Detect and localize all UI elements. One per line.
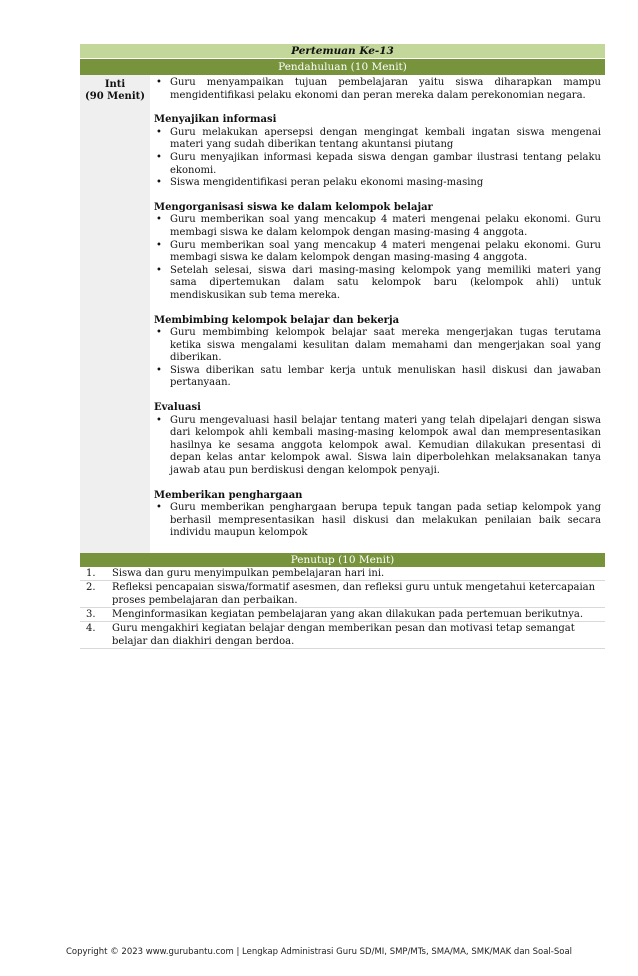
section-title: Evaluasi [154, 402, 201, 414]
row-text: Guru mengakhiri kegiatan belajar dengan memberikan pesan dan motivasi tetap semangat belajar dan diakhiri dengan berdoa. [112, 623, 575, 647]
row-number: 4. [86, 623, 96, 634]
copyright-footer: Copyright © 2023 www.gurubantu.com | Lengkap Administrasi Guru SD/MI, SMP/MTs, SMA/MA, SMK/MAK dan Soal-Soal [65, 947, 573, 957]
row-text: Siswa dan guru menyimpulkan pembelajaran hari ini. [112, 568, 385, 579]
row-number: 3. [86, 609, 96, 620]
core-label: Inti [104, 79, 126, 90]
list-item: • Guru memberikan soal yang mencakup 4 materi mengenai pelaku ekonomi. Guru membagi siswa ke dalam kelompok dengan masing-masing 4 anggota. [150, 214, 601, 239]
section-penghargaan [150, 490, 601, 540]
closing-list [80, 567, 605, 649]
intro-list [150, 77, 601, 102]
closing-header: Penutup (10 Menit) [80, 553, 605, 567]
list-item: • Guru menyajikan informasi kepada siswa dengan gambar ilustrasi tentang pelaku ekonomi. [150, 152, 601, 177]
closing-row [80, 622, 605, 649]
core-content [150, 75, 605, 553]
section-list [150, 214, 601, 302]
core-label-cell [80, 75, 150, 553]
list-item: • Siswa mengidentifikasi peran pelaku ekonomi masing-masing [150, 177, 601, 190]
list-item: • Siswa diberikan satu lembar kerja untuk menuliskan hasil diskusi dan jawaban pertanyaan. [150, 365, 601, 390]
list-item: • Guru mengevaluasi hasil belajar tentang materi yang telah dipelajari dengan siswa dari kelompok ahli kembali masing-masing kelompok awal dan mempresentasikan hasilnya ke sesama anggota kelompok awal. Kemudian dilakukan presentasi di depan kelas antar kelompok awal. Siswa lain diperbolehkan melaksanakan tanya jawab atau pun berdiskusi dengan kelompok penyaji. [150, 415, 601, 478]
core-activity-row [80, 75, 605, 553]
closing-row [80, 608, 605, 622]
row-number: 1. [86, 568, 96, 579]
meeting-title: Pertemuan Ke-13 [80, 44, 605, 58]
intro-header: Pendahuluan (10 Menit) [80, 59, 605, 75]
row-text: Menginformasikan kegiatan pembelajaran yang akan dilakukan pada pertemuan berikutnya. [112, 609, 584, 620]
section-mengorganisasi [150, 202, 601, 303]
lesson-plan-table [80, 44, 605, 649]
list-item: • Setelah selesai, siswa dari masing-masing kelompok yang memiliki materi yang sama dipertemukan dalam satu kelompok baru (kelompok ahli) untuk mendiskusikan sub tema mereka. [150, 265, 601, 303]
section-list [150, 415, 601, 478]
section-title: Mengorganisasi siswa ke dalam kelompok belajar [154, 201, 433, 213]
row-number: 2. [86, 582, 96, 593]
list-item: • Guru memberikan soal yang mencakup 4 materi mengenai pelaku ekonomi. Guru membagi siswa ke dalam kelompok dengan masing-masing 4 anggota. [150, 240, 601, 265]
section-list [150, 327, 601, 390]
core-duration: (90 Menit) [85, 91, 145, 102]
list-item: • Guru memberikan penghargaan berupa tepuk tangan pada setiap kelompok yang berhasil mempresentasikan hasil diskusi dan melakukan penilaian baik secara individu maupun kelompok [150, 502, 601, 540]
list-item: • Guru membimbing kelompok belajar saat mereka mengerjakan tugas terutama ketika siswa mengalami kesulitan dalam memahami dan mengerjakan soal yang diberikan. [150, 327, 601, 365]
section-list [150, 502, 601, 540]
list-item: • Guru menyampaikan tujuan pembelajaran yaitu siswa diharapkan mampu mengidentifikasi pelaku ekonomi dan peran mereka dalam perekonomian negara. [150, 77, 601, 102]
list-item: • Guru melakukan apersepsi dengan mengingat kembali ingatan siswa mengenai materi yang sudah diberikan tentang akuntansi piutang [150, 127, 601, 152]
section-title: Membimbing kelompok belajar dan bekerja [154, 314, 400, 326]
closing-row [80, 567, 605, 581]
section-membimbing [150, 315, 601, 391]
section-evaluasi [150, 402, 601, 478]
section-title: Menyajikan informasi [154, 114, 277, 126]
row-text: Refleksi pencapaian siswa/formatif asesmen, dan refleksi guru untuk mengetahui ketercapaian proses pembelajaran dan perbaikan. [112, 582, 596, 606]
section-menyajikan [150, 114, 601, 190]
section-title: Memberikan penghargaan [154, 489, 303, 501]
section-list [150, 127, 601, 190]
closing-row [80, 581, 605, 608]
